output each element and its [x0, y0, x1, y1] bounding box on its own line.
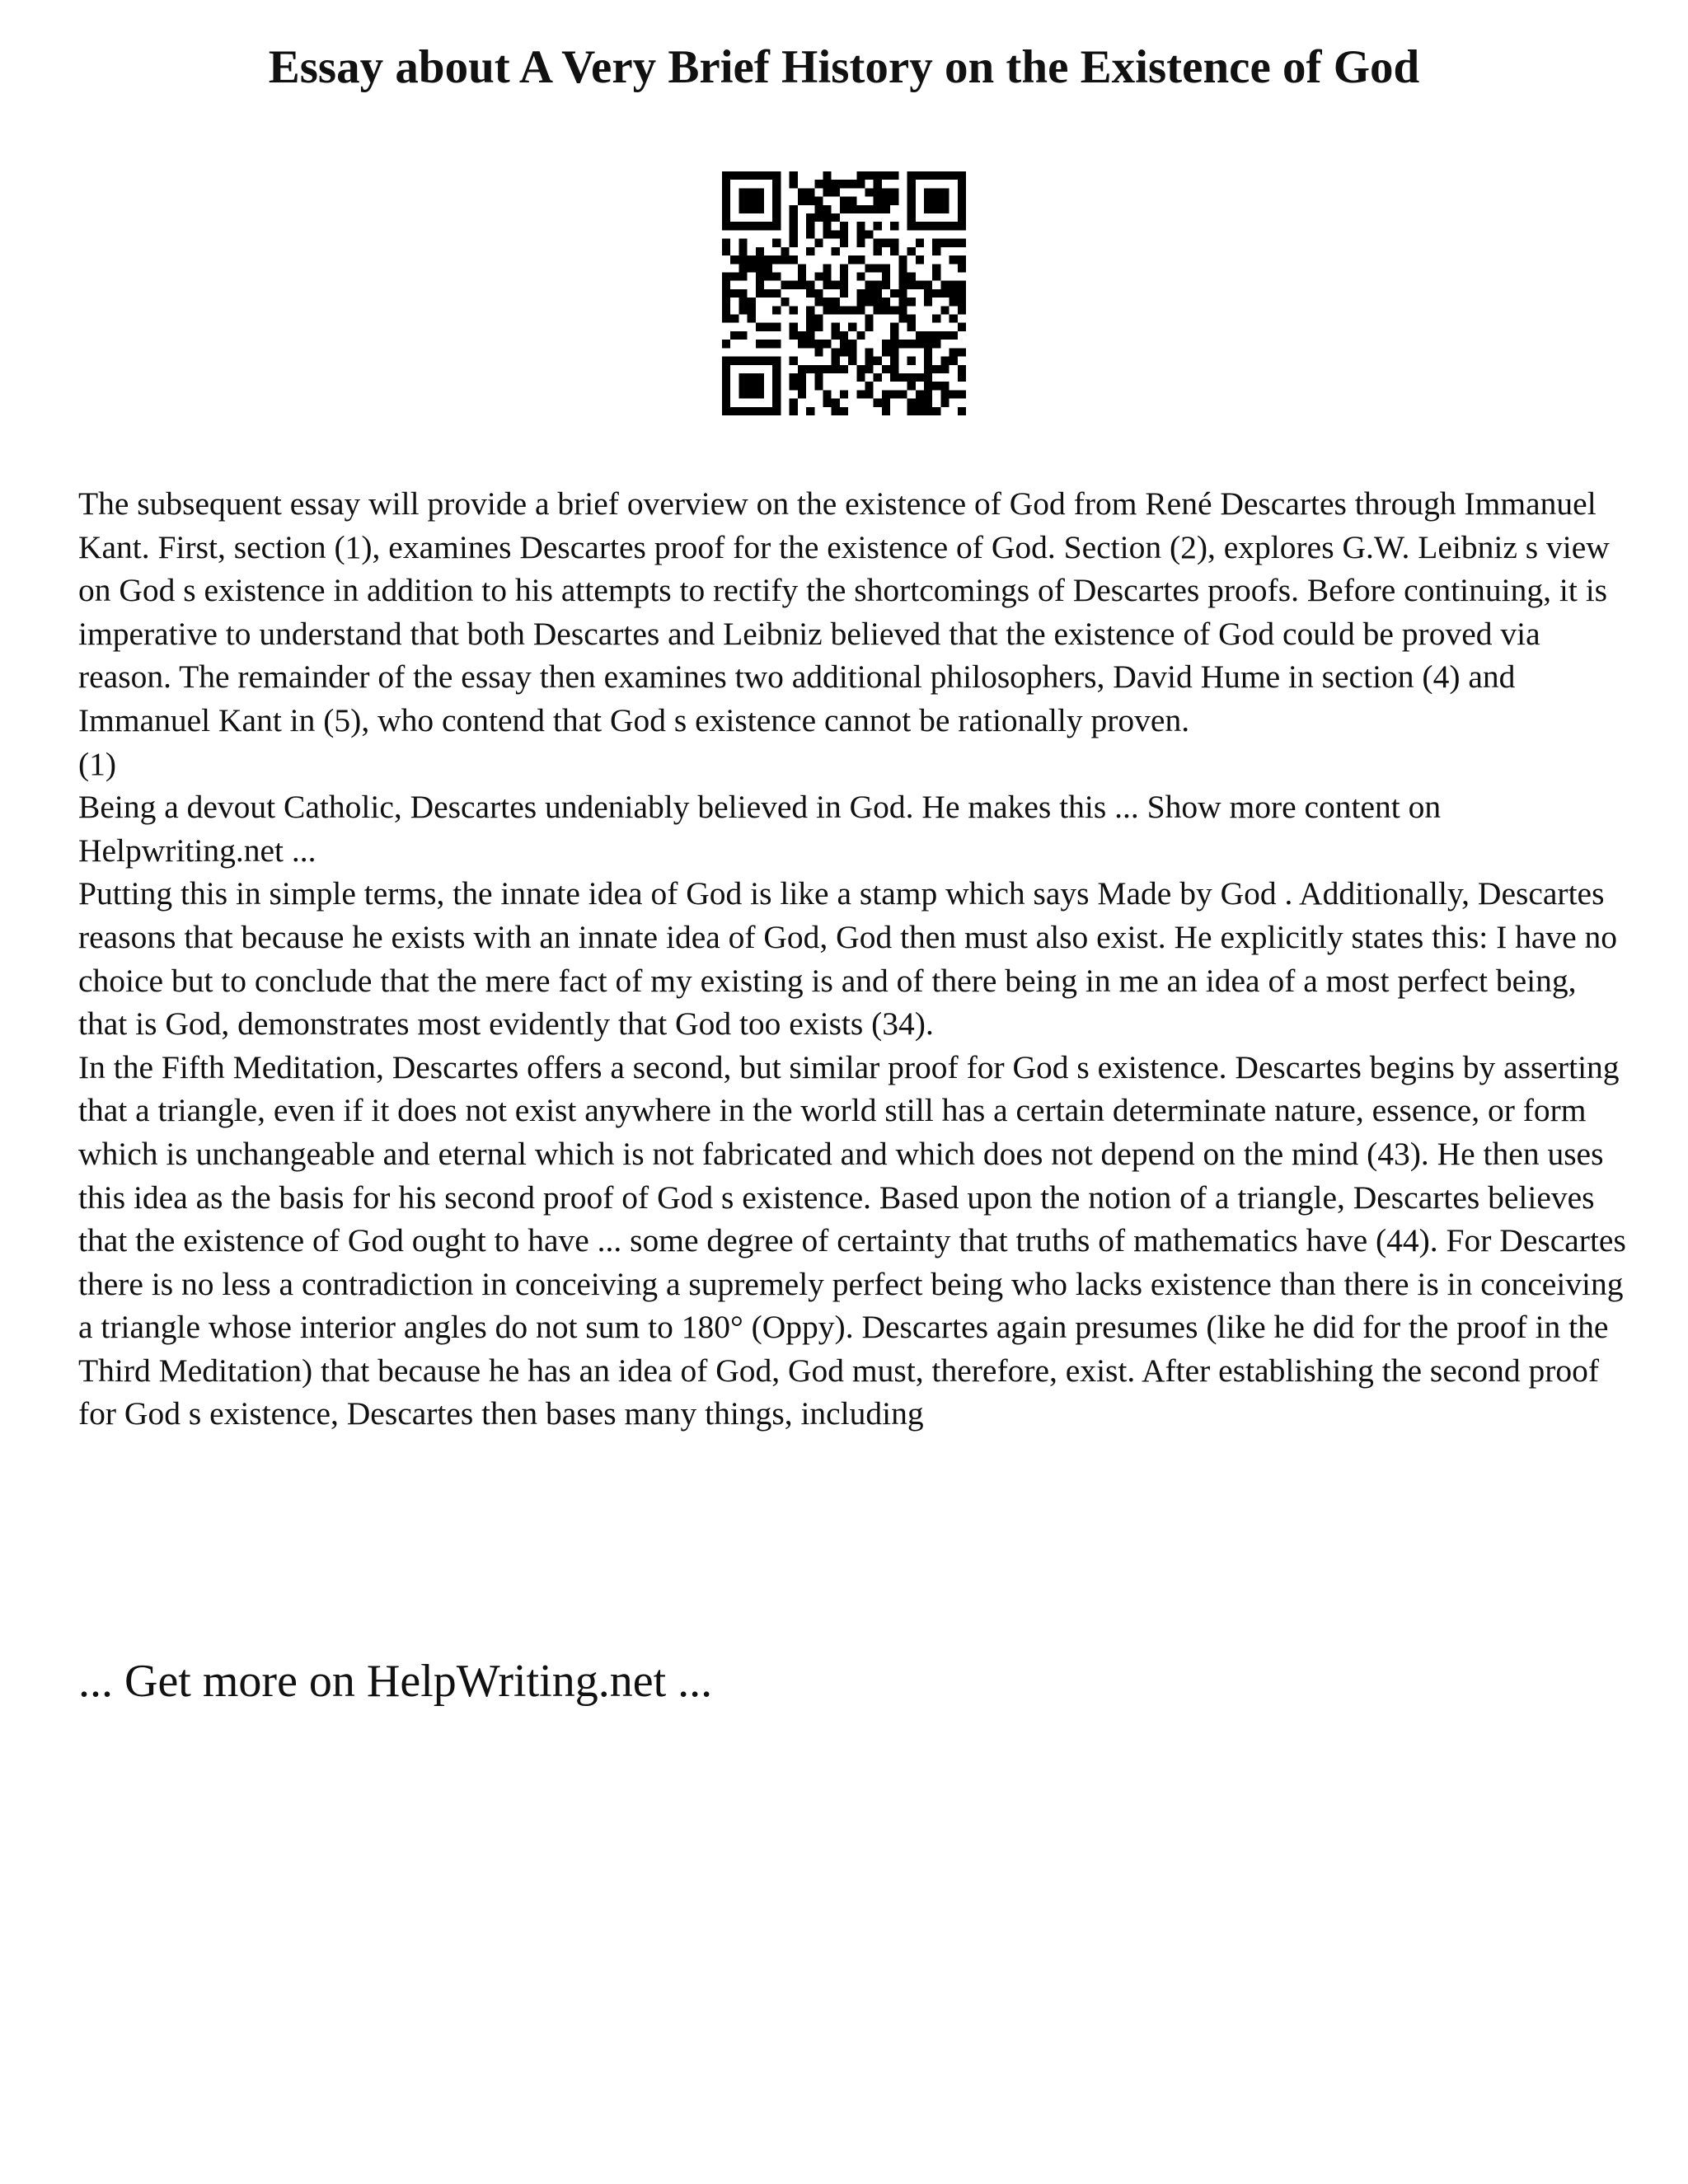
qr-code-icon[interactable] — [722, 171, 966, 415]
get-more-link[interactable]: ... Get more on HelpWriting.net ... — [78, 1656, 713, 1707]
paragraph: In the Fifth Meditation, Descartes offers a second, but similar proof for God s existence. Descartes begins by asserting that a triangle, even if it does not exist anywhere in the world still has a certain determinate nature, essence, or form which is unchangeable and eternal which is not fabricated and which does not depend on the mind (43). He then uses this idea as the basis for his second proof of God s existence. Based upon the notion of a triangle, Descartes believes that the existence of God ought to have ... some degree of certainty that truths of mathematics have (44). For Descartes there is no less a contradiction in conceiving a supremely perfect being who lacks existence than there is in conceiving a triangle whose interior angles do not sum to 180° (Oppy). Descartes again presumes (like he did for the proof in the Third Meditation) that because he has an idea of God, God must, therefore, exist. After establishing the second proof for God s existence, Descartes then bases many things, including — [78, 1048, 1626, 1432]
paragraph: The subsequent essay will provide a brief overview on the existence of God from René Descartes through Immanuel Kant. First, section (1), examines Descartes proof for the existence of God. Section (2), explores G.W. Leibniz s view on God s existence in addition to his attempts to rectify the shortcomings of Descartes proofs. Before continuing, it is imperative to understand that both Descartes and Leibniz believed that the existence of God could be proved via reason. The remainder of the essay then examines two additional philosophers, David Hume in section (4) and Immanuel Kant in (5), who contend that God s existence cannot be rationally proven. — [78, 485, 1610, 738]
essay-body — [78, 482, 1628, 1436]
section-number: (1) — [78, 745, 117, 782]
paragraph: Being a devout Catholic, Descartes undeniably believed in God. He makes this ... Show more content on Helpwriting.net ... — [78, 789, 1442, 869]
paragraph: Putting this in simple terms, the innate idea of God is like a stamp which says Made by God . Additionally, Descartes reasons that because he exists with an innate idea of God, God then must also exist. He explicitly states this: I have no choice but to conclude that the mere fact of my existing is and of there being in me an idea of a most perfect being, that is God, demonstrates most evidently that God too exists (34). — [78, 875, 1618, 1043]
page-title: Essay about A Very Brief History on the Existence of God — [268, 41, 1420, 93]
